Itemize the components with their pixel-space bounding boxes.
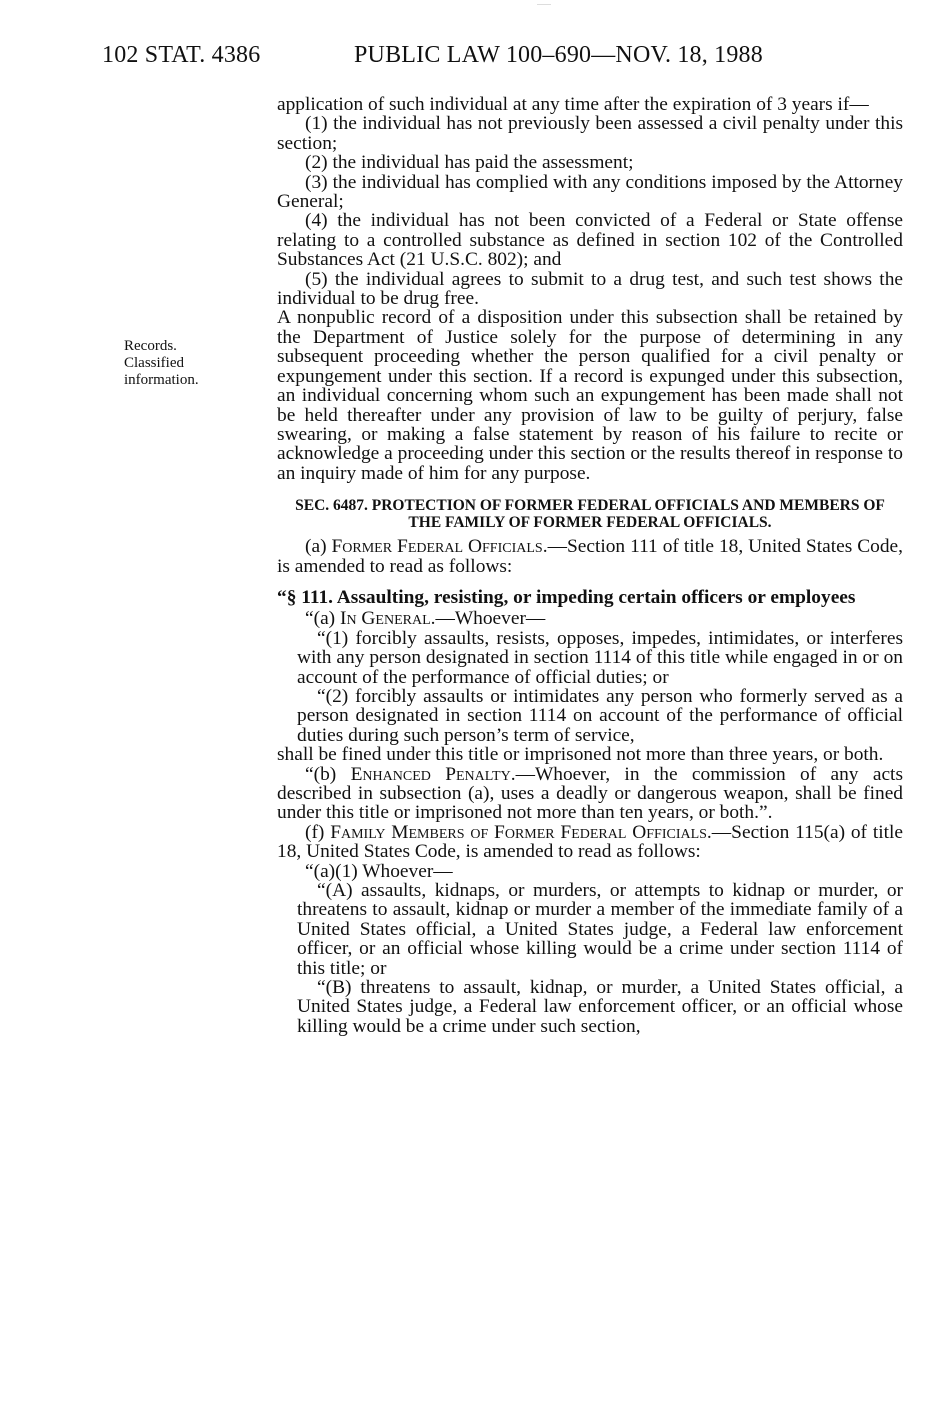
scan-mark (537, 4, 551, 5)
inserted-subsection-a (277, 609, 903, 628)
nonpublic-record-paragraph: A nonpublic record of a disposition under this subsection shall be retained by the Department of Justice solely for the purpose of determining in any subsequent proceeding whether the person qualified for a civil penalty or expungement under this section. If a record is expunged under this subsection, an individual concerning whom such an expungement has been made shall not be held thereafter under any provision of law to be guilty of perjury, false swearing, or making a false statement by reason of his failure to recite or acknowledge a proceeding under this section or the results thereof in response to an inquiry made of him for any purpose. (277, 307, 903, 484)
running-header (0, 42, 948, 78)
subsection-f-text: —Section 115(a) of title 18, United States Code, is amended to read as follows: (277, 821, 903, 863)
clause-5: (5) the individual agrees to submit to a drug test, and such test shows the individual to be drug free. (277, 268, 903, 310)
penalty-tail: shall be fined under this title or imprisoned not more than three years, or both. (277, 744, 884, 766)
subsection-f-open: (f) (305, 821, 331, 843)
subsection-a-text: —Section 111 of title 18, United States Code, is amended to read as follows: (277, 536, 903, 577)
inserted-a-heading: In General. (339, 608, 436, 630)
inserted-b-open: “(b) (305, 763, 351, 785)
public-law-title: PUBLIC LAW 100–690—NOV. 18, 1988 (354, 42, 763, 68)
subsection-f (277, 823, 903, 862)
clause-2: (2) the individual has paid the assessment; (305, 152, 634, 174)
inserted-clause-A: “(A) assaults, kidnaps, or murders, or attempts to kidnap or murder, or threatens to assault, kidnap or murder a member of the immediate family of a United States official, a United States judge, a Federal law enforcement officer, or an official whose killing would be a crime under section 1114 of this title; or (297, 880, 903, 979)
margin-note-line: Records. (124, 338, 177, 354)
subsection-a-heading: Former Federal Officials. (331, 536, 548, 558)
margin-note-line: information. (124, 372, 199, 388)
subsection-a-open: (a) (305, 536, 332, 558)
section-heading (277, 497, 903, 531)
section-title: PROTECTION OF FORMER FEDERAL OFFICIALS AND MEMBERS OF THE FAMILY OF FORMER FEDERAL OFFICIALS. (371, 497, 885, 532)
inserted-subsection-b (277, 765, 903, 823)
subsection-a (277, 537, 903, 576)
inserted-b-text: —Whoever, in the commission of any acts described in subsection (a), uses a deadly or dangerous weapon, shall be fined under this title or imprisoned not more than ten years, or both.”. (277, 763, 903, 824)
inserted-a-text: —Whoever— (435, 608, 546, 630)
margin-note-line: Classified (124, 355, 184, 371)
clause-3: (3) the individual has complied with any conditions imposed by the Attorney General; (277, 171, 903, 213)
paragraph-continuation: application of such individual at any time after the expiration of 3 years if— (277, 94, 869, 115)
section-number: SEC. 6487. (295, 497, 368, 515)
inserted-b-heading: Enhanced Penalty. (350, 763, 516, 785)
statute-citation: 102 STAT. 4386 (102, 42, 261, 68)
inserted-paragraph-2: “(2) forcibly assaults or intimidates any person who formerly served as a person designated in section 1114 on account of the performance of official duties during such person’s term of service, (297, 685, 903, 746)
page-body (277, 95, 903, 1036)
subsection-f-heading: Family Members of Former Federal Officials. (330, 821, 712, 843)
section-111-title: “§ 111. Assaulting, resisting, or impeding certain officers or employees (277, 586, 856, 608)
clause-1: (1) the individual has not previously been assessed a civil penalty under this section; (277, 113, 903, 154)
inserted-clause-B: “(B) threatens to assault, kidnap, or murder, a United States official, a United States judge, a Federal law enforcement officer, or an official whose killing would be a crime under such section, (297, 977, 903, 1037)
inserted-a-1: “(a)(1) Whoever— (305, 860, 453, 882)
inserted-paragraph-1: “(1) forcibly assaults, resists, opposes, impedes, intimidates, or interferes with any person designated in section 1114 of this title while engaged in or on account of the performance of official duties; or (297, 627, 903, 688)
clause-4: (4) the individual has not been convicted of a Federal or State offense relating to a controlled substance as defined in section 102 of the Controlled Substances Act (21 U.S.C. 802); and (277, 210, 903, 271)
inserted-a-open: “(a) (305, 608, 340, 630)
margin-note (124, 338, 244, 389)
